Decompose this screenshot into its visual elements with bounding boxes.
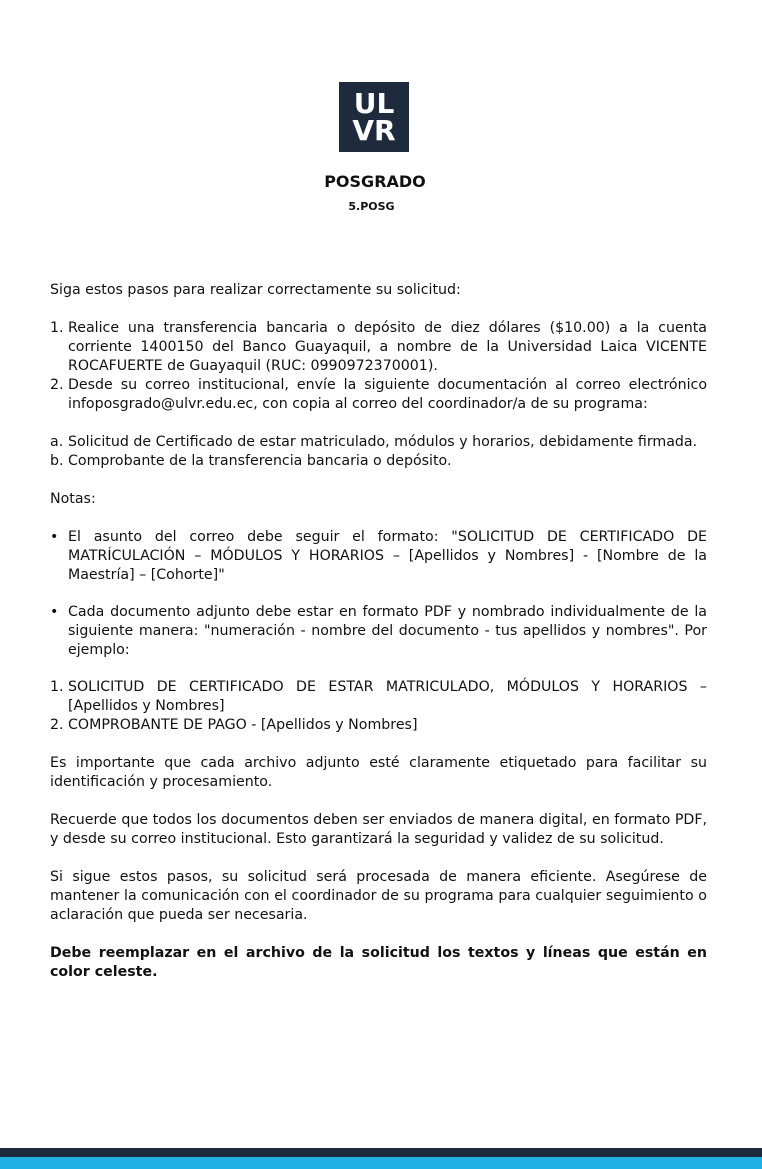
step-item [50, 319, 707, 376]
note-item [50, 528, 707, 585]
list-marker: b. [50, 453, 64, 469]
paragraph-digital: Recuerde que todos los documentos deben ser enviados de manera digital, en formato PDF, y desde su correo institucional. Esto garantizará la seguridad y validez de su solicitud. [50, 812, 707, 847]
note-text: Cada documento adjunto debe estar en formato PDF y nombrado individualmente de la siguiente manera: "numeración - nombre del documento - tus apellidos y nombres". Por ejemplo: [68, 604, 707, 658]
paragraph-followup: Si sigue estos pasos, su solicitud será procesada de manera eficiente. Asegúrese de mantener la comunicación con el coordinador de su programa para cualquier seguimiento o aclaración que pueda ser necesaria. [50, 869, 707, 923]
step-text: Desde su correo institucional, envíe la siguiente documentación al correo electrónico infoposgrado@ulvr.edu.ec, con copia al correo del coordinador/a de su programa: [68, 377, 707, 412]
ulvr-logo [339, 82, 409, 152]
documents-list [50, 433, 707, 471]
example-item [50, 716, 707, 735]
footer-bar-light [0, 1157, 762, 1169]
bullet-marker: • [50, 529, 59, 545]
example-text: COMPROBANTE DE PAGO - [Apellidos y Nombres] [68, 717, 418, 733]
document-code: 5.POSG [348, 200, 395, 213]
list-marker: 1. [50, 320, 64, 336]
bullet-marker: • [50, 604, 59, 620]
list-marker: 2. [50, 377, 64, 393]
page-title: POSGRADO [324, 172, 426, 191]
step-item [50, 376, 707, 414]
document-item [50, 452, 707, 471]
footer-bar-dark [0, 1148, 762, 1157]
step-text: Realice una transferencia bancaria o depósito de diez dólares ($10.00) a la cuenta corriente 1400150 del Banco Guayaquil, a nombre de la Universidad Laica VICENTE ROCAFUERTE de Guayaquil (RUC: 0990972370001). [68, 320, 707, 374]
document-text: Solicitud de Certificado de estar matriculado, módulos y horarios, debidamente firmada. [68, 434, 698, 450]
document-body [50, 281, 707, 982]
document-text: Comprobante de la transferencia bancaria o depósito. [68, 453, 452, 469]
list-marker: 1. [50, 679, 64, 695]
notes-list [50, 528, 707, 660]
example-text: SOLICITUD DE CERTIFICADO DE ESTAR MATRICULADO, MÓDULOS Y HORARIOS – [Apellidos y Nombres] [68, 679, 707, 714]
list-marker: a. [50, 434, 64, 450]
example-item [50, 678, 707, 716]
closing-note: Debe reemplazar en el archivo de la solicitud los textos y líneas que están en color celeste. [50, 945, 707, 980]
note-item [50, 603, 707, 660]
steps-list [50, 319, 707, 414]
note-text: El asunto del correo debe seguir el formato: "SOLICITUD DE CERTIFICADO DE MATRÍCULACIÓN – MÓDULOS Y HORARIOS – [Apellidos y Nombres] - [Nombre de la Maestría] – [Cohorte]" [68, 529, 707, 583]
notes-label: Notas: [50, 491, 96, 507]
list-marker: 2. [50, 717, 64, 733]
logo-line-2: VR [352, 114, 396, 147]
paragraph-labeling: Es importante que cada archivo adjunto esté claramente etiquetado para facilitar su identificación y procesamiento. [50, 755, 707, 790]
document-item [50, 433, 707, 452]
intro-text: Siga estos pasos para realizar correctamente su solicitud: [50, 282, 461, 298]
logo-line-1: UL [353, 87, 395, 120]
examples-list [50, 678, 707, 735]
